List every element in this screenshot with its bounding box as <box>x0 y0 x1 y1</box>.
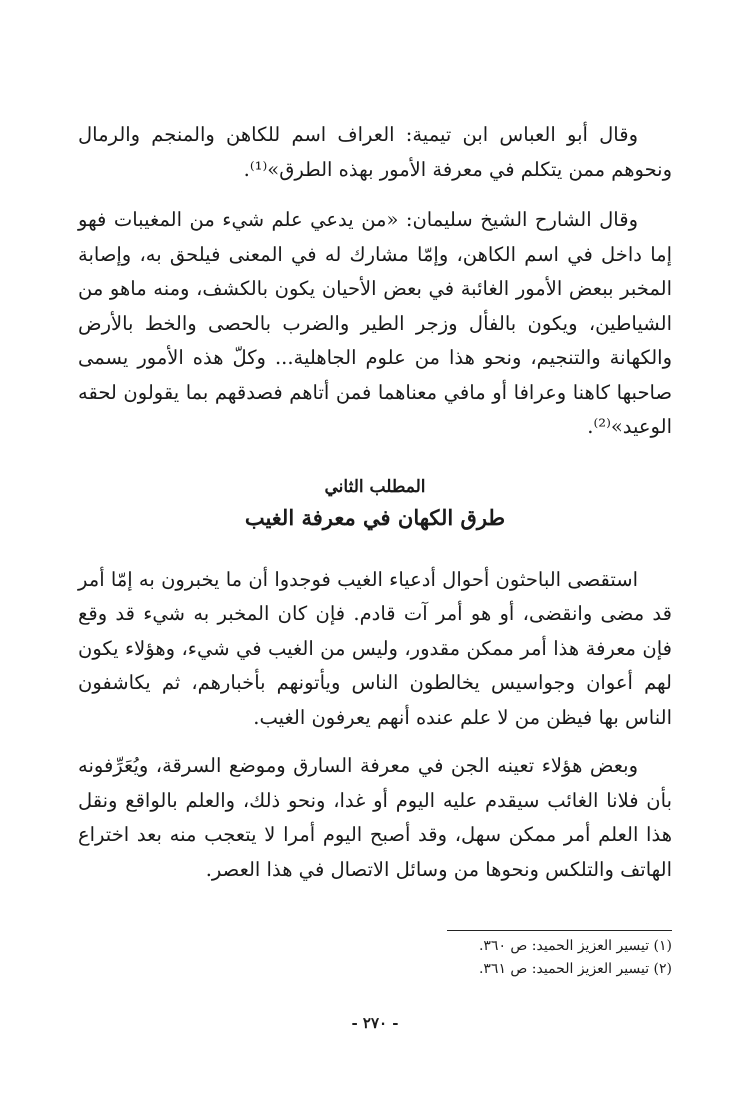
section-title: طرق الكهان في معرفة الغيب <box>244 504 506 530</box>
paragraph-ibn-taymiyya-quote: وقال أبو العباس ابن تيمية: العراف اسم للكاهن والمنجم والرمال ونحوهم ممن يتكلم في معرفة الأمور بهذه الطرق»⁽¹⁾. <box>78 123 672 181</box>
section-heading <box>78 473 672 535</box>
section-subtitle: المطلب الثاني <box>324 476 426 497</box>
footnote-2: (٢) تيسير العزيز الحميد: ص ٣٦١. <box>478 961 672 977</box>
paragraph-sheikh-sulaiman-quote: وقال الشارح الشيخ سليمان: «من يدعي علم شيء من المغيبات فهو إما داخل في اسم الكاهن، وإمّا مشارك له في المعنى فيلحق به، وإصابة المخبر ببعض الأمور الغائبة في بعض الأحيان يكون بالكشف، ومنه ماهو من الشياطين، ويكون بالفأل وزجر الطير والضرب بالحصى والخط بالأرض والكهانة والتنجيم، ونحو هذا من علوم الجاهلية... وكلّ هذه الأمور يسمى صاحبها كاهنا وعرافا أو مافي معناهما فمن أتاهم فصدقهم بما يقولون لحقه الوعيد»⁽²⁾. <box>78 208 672 438</box>
footnote-divider <box>447 930 672 931</box>
paragraph-researchers: استقصى الباحثون أحوال أدعياء الغيب فوجدوا أن ما يخبرون به إمّا أمر قد مضى وانقضى، أو هو أمر آت قادم. فإن كان المخبر به شيء قد وقع فإن معرفة هذا أمر ممكن مقدور، وليس من الغيب في شيء، وهؤلاء يكون لهم أعوان وجواسيس يخالطون الناس ويأتونهم بأخبارهم، ثم يكاشفون الناس بها فيظن من لا علم عنده أنهم يعرفون الغيب. <box>78 567 672 729</box>
paragraph-jinn-assistance: وبعض هؤلاء تعينه الجن في معرفة السارق وموضع السرقة، ويُعَرِّفونه بأن فلانا الغائب سيقدم عليه اليوم أو غدا، ونحو ذلك، والعلم بالواقع ونقل هذا العلم أمر ممكن سهل، وقد أصبح اليوم أمرا لا يتعجب منه بعد اختراع الهاتف والتلكس ونحوها من وسائل الاتصال في هذا العصر. <box>78 754 672 881</box>
footnote-1: (١) تيسير العزيز الحميد: ص ٣٦٠. <box>478 938 672 954</box>
page-number: - ٢٧٠ - <box>351 1014 399 1032</box>
document-page <box>78 118 672 1115</box>
footnotes <box>78 935 672 981</box>
